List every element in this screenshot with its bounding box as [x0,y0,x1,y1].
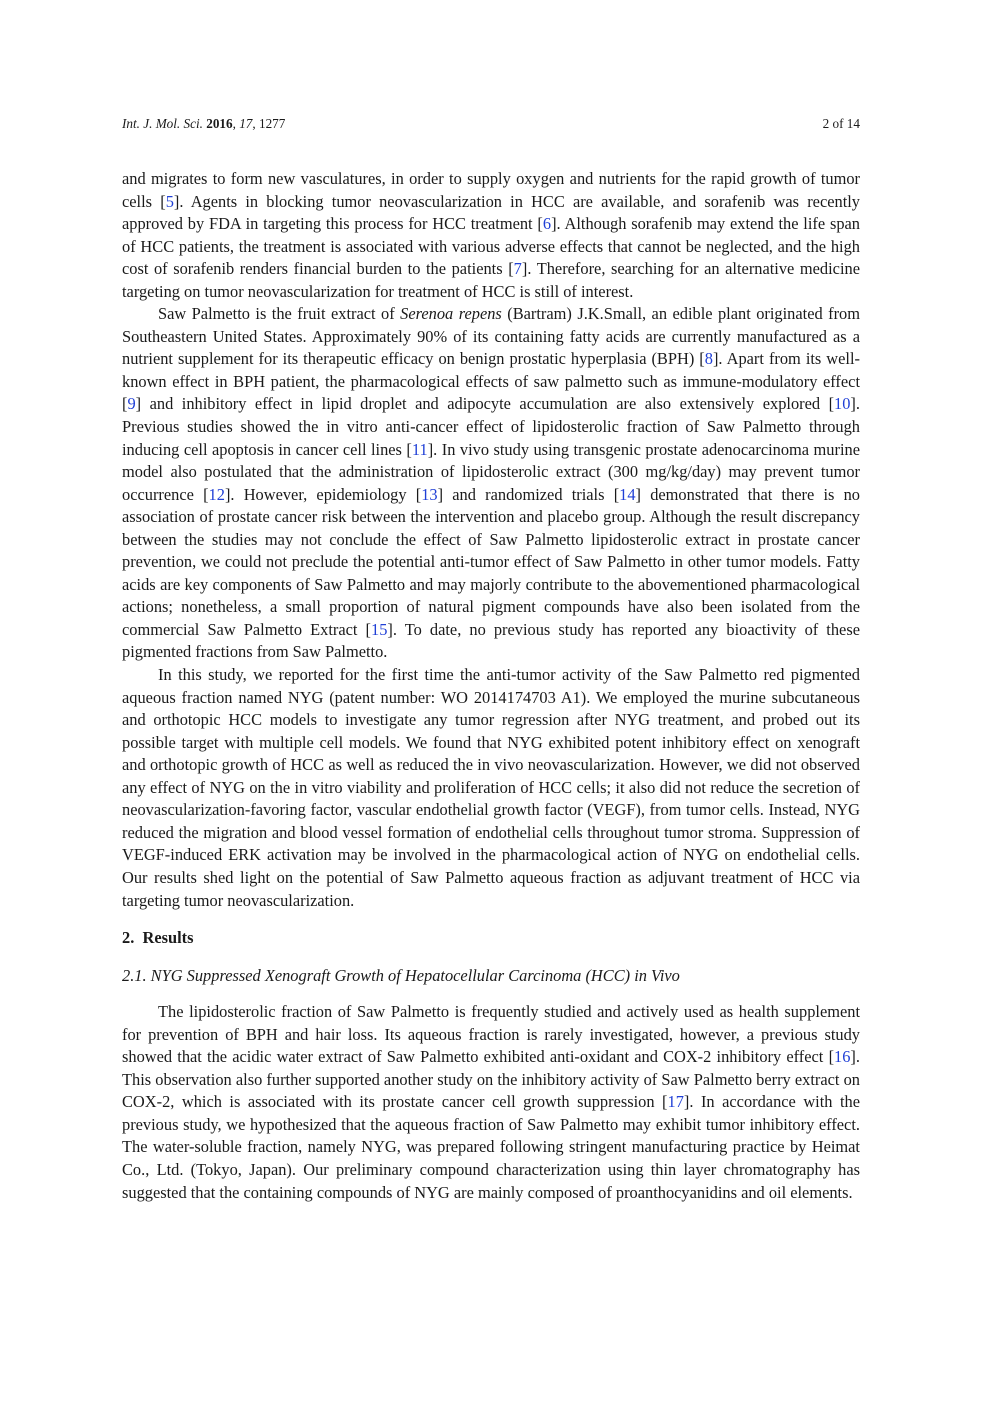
italic-term: Serenoa repens [400,304,502,324]
paragraph: Saw Palmetto is the fruit extract of Serenoa repens (Bartram) J.K.Small, an edible plant originated from Southeastern United States. Approximately 90% of its containing fatty acids are currently manufactured as a nutrient supplement for its therapeutic efficacy on benign prostatic hyperplasia (BPH) [8]. Apart from its well-known effect in BPH patient, the pharmacological effects of saw palmetto such as immune-modulatory effect [9] and inhibitory effect in lipid droplet and adipocyte accumulation are also extensively explored [10]. Previous studies showed the in vitro anti-cancer effect of lipidosterolic fraction of Saw Palmetto through inducing cell apoptosis in cancer cell lines [11]. In vivo study using transgenic prostate adenocarcinoma murine model also postulated that the administration of lipidosterolic extract (300 mg/kg/day) may prevent tumor occurrence [12]. However, epidemiology [13] and randomized trials [14] demonstrated that there is no association of prostate cancer risk between the intervention and placebo group. Although the result discrepancy between the studies may not conclude the effect of Saw Palmetto lipidosterolic extract in prostate cancer prevention, we could not preclude the potential anti-tumor effect of Saw Palmetto in other tumor models. Fatty acids are key components of Saw Palmetto and may majorly contribute to the abovementioned pharmacological actions; nonetheless, a small proportion of natural pigment compounds have also been isolated from the commercial Saw Palmetto Extract [15]. To date, no previous study has reported any bioactivity of these pigmented fractions from Saw Palmetto. [122,304,860,662]
page-indicator: 2 of 14 [822,116,860,131]
citation-link[interactable]: 15 [371,619,388,639]
citation-link[interactable]: 7 [513,259,522,279]
citation-link[interactable]: 14 [619,484,636,504]
introduction-paragraphs [122,168,860,912]
citation-link[interactable]: 10 [834,394,851,414]
journal-volume: 17 [239,116,253,131]
subsection-heading: 2.1. NYG Suppressed Xenograft Growth of Hepatocellular Carcinoma (HCC) in Vivo [122,965,680,985]
running-header [122,113,860,135]
citation-link[interactable]: 12 [208,484,225,504]
article-number: 1277 [258,116,286,131]
section-title: Results [142,928,194,948]
citation-link[interactable]: 6 [542,214,552,234]
paragraph: and migrates to form new vasculatures, in order to supply oxygen and nutrients for the rapid growth of tumor cells [5]. Agents in blocking tumor neovascularization in HCC are available, and sorafenib was recently approved by FDA in targeting this process for HCC treatment [6]. Although sorafenib may extend the life span of HCC patients, the treatment is associated with various adverse effects that cannot be neglected, and the high cost of sorafenib renders financial burden to the patients [7]. Therefore, searching for an alternative medicine targeting on tumor neovascularization for treatment of HCC is still of interest. [122,169,860,301]
citation-link[interactable]: 17 [667,1092,684,1112]
citation-link[interactable]: 11 [411,439,428,459]
citation-link[interactable]: 8 [704,349,713,369]
results-paragraphs [122,1001,860,1204]
section-heading [122,927,860,950]
citation-link[interactable]: 5 [165,191,174,211]
article-body [122,168,860,1204]
journal-citation: Int. J. Mol. Sci. 2016, 17, 1277 [122,116,286,131]
section-number: 2. [122,928,135,948]
journal-abbrev: Int. J. Mol. Sci. [122,116,203,131]
paragraph: The lipidosterolic fraction of Saw Palmetto is frequently studied and actively used as health supplement for prevention of BPH and hair loss. Its aqueous fraction is rarely investigated, however, a previous study showed that the acidic water extract of Saw Palmetto exhibited anti-oxidant and COX-2 inhibitory effect [16]. This observation also further supported another study on the inhibitory activity of Saw Palmetto berry extract on COX-2, which is associated with its prostate cancer cell growth suppression [17]. In accordance with the previous study, we hypothesized that the aqueous fraction of Saw Palmetto may exhibit tumor inhibitory effect. The water-soluble fraction, namely NYG, was prepared following stringent manufacturing practice by Heimat Co., Ltd. (Tokyo, Japan). Our preliminary compound characterization using thin layer chromatography has suggested that the containing compounds of NYG are mainly composed of proanthocyanidins and oil elements. [122,1002,860,1202]
citation-link[interactable]: 16 [834,1047,851,1067]
citation-link[interactable]: 13 [421,484,438,504]
citation-link[interactable]: 9 [127,394,136,414]
paragraph: In this study, we reported for the first time the anti-tumor activity of the Saw Palmetto red pigmented aqueous fraction named NYG (patent number: WO 2014174703 A1). We employed the murine subcutaneous and orthotopic HCC models to investigate any tumor regression after NYG treatment, and probed out its possible target with multiple cell models. We found that NYG exhibited potent inhibitory effect on xenograft and orthotopic growth of HCC as well as reduced the in vivo neovascularization. However, we did not observed any effect of NYG on the in vitro viability and proliferation of HCC cells; it also did not reduce the secretion of neovascularization-favoring factor, vascular endothelial growth factor (VEGF), from tumor cells. Instead, NYG reduced the migration and blood vessel formation of endothelial cells throughout tumor stroma. Suppression of VEGF-induced ERK activation may be involved in the pharmacological action of NYG on endothelial cells. Our results shed light on the potential of Saw Palmetto aqueous fraction as adjuvant treatment of HCC via targeting tumor neovascularization. [122,665,860,910]
journal-year: 2016 [206,116,233,131]
